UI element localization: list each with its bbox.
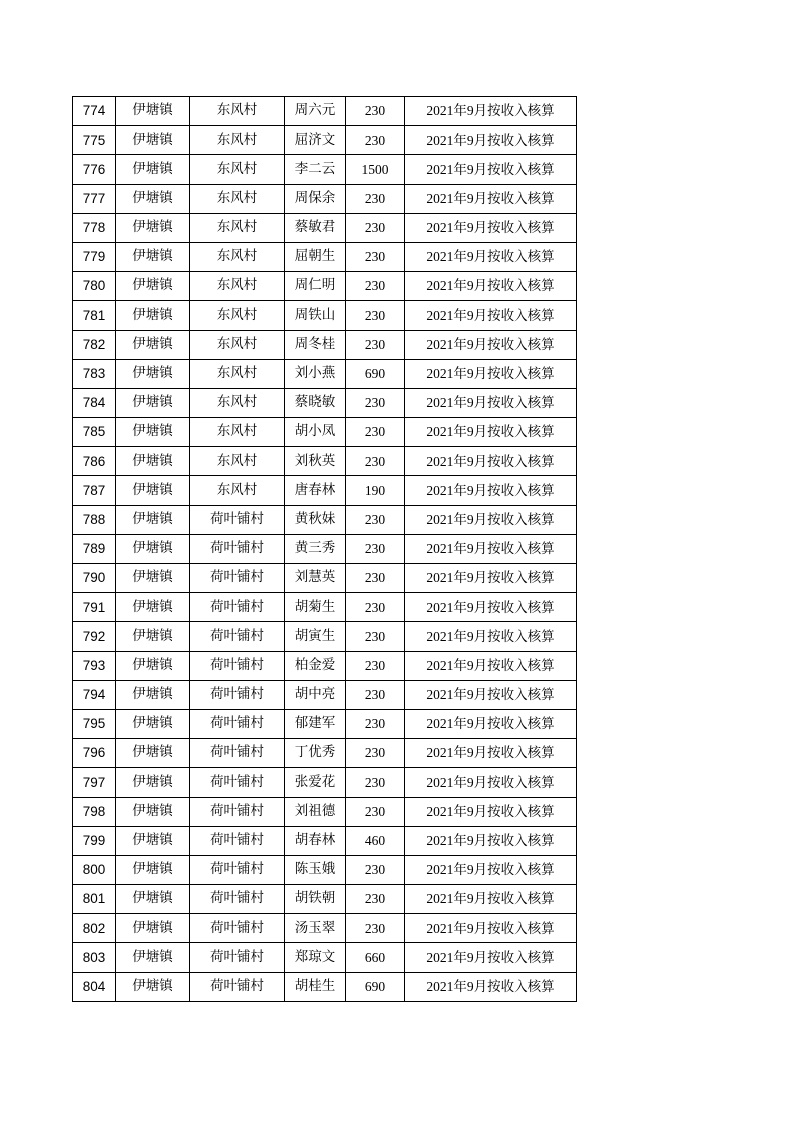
person-name-cell: 胡中亮 [285,680,346,709]
amount-cell: 660 [346,943,405,972]
person-name-cell: 刘祖德 [285,797,346,826]
note-cell: 2021年9月按收入核算 [405,709,577,738]
table-row [73,855,577,884]
note-cell: 2021年9月按收入核算 [405,126,577,155]
table-row [73,651,577,680]
village-cell: 荷叶铺村 [190,797,285,826]
table-row [73,768,577,797]
row-number-cell: 793 [73,651,116,680]
person-name-cell: 周六元 [285,97,346,126]
village-cell: 荷叶铺村 [190,855,285,884]
row-number-cell: 803 [73,943,116,972]
person-name-cell: 胡铁朝 [285,885,346,914]
note-cell: 2021年9月按收入核算 [405,272,577,301]
village-cell: 东风村 [190,272,285,301]
town-cell: 伊塘镇 [116,622,190,651]
row-number-cell: 788 [73,505,116,534]
row-number-cell: 780 [73,272,116,301]
village-cell: 荷叶铺村 [190,739,285,768]
village-cell: 东风村 [190,301,285,330]
amount-cell: 230 [346,126,405,155]
row-number-cell: 784 [73,388,116,417]
row-number-cell: 794 [73,680,116,709]
table-row [73,155,577,184]
village-cell: 荷叶铺村 [190,943,285,972]
person-name-cell: 刘慧英 [285,564,346,593]
table-row [73,301,577,330]
village-cell: 荷叶铺村 [190,680,285,709]
village-cell: 东风村 [190,359,285,388]
row-number-cell: 774 [73,97,116,126]
note-cell: 2021年9月按收入核算 [405,534,577,563]
person-name-cell: 陈玉娥 [285,855,346,884]
amount-cell: 230 [346,855,405,884]
village-cell: 东风村 [190,97,285,126]
row-number-cell: 792 [73,622,116,651]
amount-cell: 230 [346,447,405,476]
row-number-cell: 796 [73,739,116,768]
amount-cell: 690 [346,972,405,1001]
village-cell: 荷叶铺村 [190,505,285,534]
table-row [73,797,577,826]
person-name-cell: 屈朝生 [285,242,346,271]
row-number-cell: 804 [73,972,116,1001]
row-number-cell: 778 [73,213,116,242]
town-cell: 伊塘镇 [116,943,190,972]
table-row [73,447,577,476]
town-cell: 伊塘镇 [116,418,190,447]
row-number-cell: 777 [73,184,116,213]
table-row [73,476,577,505]
amount-cell: 230 [346,505,405,534]
row-number-cell: 787 [73,476,116,505]
town-cell: 伊塘镇 [116,242,190,271]
village-cell: 东风村 [190,447,285,476]
person-name-cell: 唐春林 [285,476,346,505]
table-row [73,213,577,242]
table-row [73,593,577,622]
table-row [73,534,577,563]
village-cell: 荷叶铺村 [190,914,285,943]
table-row [73,97,577,126]
amount-cell: 230 [346,534,405,563]
town-cell: 伊塘镇 [116,855,190,884]
town-cell: 伊塘镇 [116,301,190,330]
row-number-cell: 795 [73,709,116,738]
person-name-cell: 胡春林 [285,826,346,855]
amount-cell: 230 [346,97,405,126]
table-row [73,242,577,271]
town-cell: 伊塘镇 [116,126,190,155]
person-name-cell: 胡桂生 [285,972,346,1001]
table-row [73,680,577,709]
person-name-cell: 胡小凤 [285,418,346,447]
person-name-cell: 周冬桂 [285,330,346,359]
note-cell: 2021年9月按收入核算 [405,768,577,797]
village-cell: 东风村 [190,155,285,184]
records-table [72,96,577,1002]
person-name-cell: 张爱花 [285,768,346,797]
village-cell: 东风村 [190,418,285,447]
town-cell: 伊塘镇 [116,797,190,826]
town-cell: 伊塘镇 [116,388,190,417]
note-cell: 2021年9月按收入核算 [405,476,577,505]
table-row [73,943,577,972]
town-cell: 伊塘镇 [116,184,190,213]
table-row [73,885,577,914]
amount-cell: 230 [346,739,405,768]
amount-cell: 230 [346,272,405,301]
amount-cell: 1500 [346,155,405,184]
town-cell: 伊塘镇 [116,155,190,184]
village-cell: 东风村 [190,242,285,271]
amount-cell: 230 [346,388,405,417]
row-number-cell: 791 [73,593,116,622]
row-number-cell: 799 [73,826,116,855]
note-cell: 2021年9月按收入核算 [405,855,577,884]
note-cell: 2021年9月按收入核算 [405,505,577,534]
town-cell: 伊塘镇 [116,330,190,359]
village-cell: 荷叶铺村 [190,885,285,914]
row-number-cell: 775 [73,126,116,155]
records-table-body [73,97,577,1002]
person-name-cell: 李二云 [285,155,346,184]
amount-cell: 230 [346,301,405,330]
town-cell: 伊塘镇 [116,739,190,768]
person-name-cell: 汤玉翠 [285,914,346,943]
town-cell: 伊塘镇 [116,914,190,943]
person-name-cell: 周保余 [285,184,346,213]
person-name-cell: 蔡敏君 [285,213,346,242]
row-number-cell: 782 [73,330,116,359]
table-row [73,418,577,447]
note-cell: 2021年9月按收入核算 [405,184,577,213]
amount-cell: 690 [346,359,405,388]
note-cell: 2021年9月按收入核算 [405,593,577,622]
village-cell: 荷叶铺村 [190,972,285,1001]
table-row [73,972,577,1001]
table-row [73,505,577,534]
row-number-cell: 786 [73,447,116,476]
amount-cell: 230 [346,418,405,447]
amount-cell: 460 [346,826,405,855]
table-row [73,739,577,768]
person-name-cell: 郑琼文 [285,943,346,972]
person-name-cell: 黄三秀 [285,534,346,563]
town-cell: 伊塘镇 [116,709,190,738]
town-cell: 伊塘镇 [116,505,190,534]
row-number-cell: 781 [73,301,116,330]
amount-cell: 230 [346,330,405,359]
table-row [73,564,577,593]
note-cell: 2021年9月按收入核算 [405,155,577,184]
note-cell: 2021年9月按收入核算 [405,914,577,943]
table-row [73,388,577,417]
note-cell: 2021年9月按收入核算 [405,739,577,768]
note-cell: 2021年9月按收入核算 [405,418,577,447]
note-cell: 2021年9月按收入核算 [405,826,577,855]
note-cell: 2021年9月按收入核算 [405,388,577,417]
town-cell: 伊塘镇 [116,564,190,593]
town-cell: 伊塘镇 [116,476,190,505]
table-row [73,272,577,301]
note-cell: 2021年9月按收入核算 [405,797,577,826]
note-cell: 2021年9月按收入核算 [405,242,577,271]
amount-cell: 230 [346,680,405,709]
village-cell: 东风村 [190,388,285,417]
town-cell: 伊塘镇 [116,359,190,388]
person-name-cell: 胡菊生 [285,593,346,622]
village-cell: 荷叶铺村 [190,534,285,563]
amount-cell: 230 [346,797,405,826]
amount-cell: 230 [346,213,405,242]
table-row [73,622,577,651]
town-cell: 伊塘镇 [116,972,190,1001]
amount-cell: 230 [346,885,405,914]
village-cell: 荷叶铺村 [190,651,285,680]
town-cell: 伊塘镇 [116,447,190,476]
person-name-cell: 柏金爱 [285,651,346,680]
note-cell: 2021年9月按收入核算 [405,330,577,359]
town-cell: 伊塘镇 [116,534,190,563]
table-row [73,709,577,738]
amount-cell: 230 [346,709,405,738]
table-row [73,184,577,213]
note-cell: 2021年9月按收入核算 [405,651,577,680]
row-number-cell: 798 [73,797,116,826]
amount-cell: 230 [346,768,405,797]
person-name-cell: 周铁山 [285,301,346,330]
amount-cell: 230 [346,651,405,680]
row-number-cell: 800 [73,855,116,884]
town-cell: 伊塘镇 [116,651,190,680]
amount-cell: 230 [346,564,405,593]
table-row [73,330,577,359]
town-cell: 伊塘镇 [116,213,190,242]
village-cell: 东风村 [190,330,285,359]
amount-cell: 230 [346,622,405,651]
note-cell: 2021年9月按收入核算 [405,301,577,330]
row-number-cell: 785 [73,418,116,447]
amount-cell: 230 [346,593,405,622]
amount-cell: 190 [346,476,405,505]
person-name-cell: 刘小燕 [285,359,346,388]
village-cell: 荷叶铺村 [190,709,285,738]
table-row [73,359,577,388]
note-cell: 2021年9月按收入核算 [405,680,577,709]
note-cell: 2021年9月按收入核算 [405,885,577,914]
person-name-cell: 刘秋英 [285,447,346,476]
village-cell: 荷叶铺村 [190,593,285,622]
town-cell: 伊塘镇 [116,97,190,126]
village-cell: 荷叶铺村 [190,826,285,855]
person-name-cell: 丁优秀 [285,739,346,768]
person-name-cell: 郁建军 [285,709,346,738]
row-number-cell: 789 [73,534,116,563]
town-cell: 伊塘镇 [116,826,190,855]
village-cell: 荷叶铺村 [190,564,285,593]
row-number-cell: 779 [73,242,116,271]
row-number-cell: 802 [73,914,116,943]
table-row [73,914,577,943]
row-number-cell: 790 [73,564,116,593]
town-cell: 伊塘镇 [116,680,190,709]
row-number-cell: 801 [73,885,116,914]
row-number-cell: 776 [73,155,116,184]
town-cell: 伊塘镇 [116,593,190,622]
table-row [73,826,577,855]
note-cell: 2021年9月按收入核算 [405,972,577,1001]
note-cell: 2021年9月按收入核算 [405,622,577,651]
town-cell: 伊塘镇 [116,272,190,301]
village-cell: 东风村 [190,126,285,155]
note-cell: 2021年9月按收入核算 [405,213,577,242]
table-row [73,126,577,155]
village-cell: 荷叶铺村 [190,768,285,797]
village-cell: 荷叶铺村 [190,622,285,651]
note-cell: 2021年9月按收入核算 [405,564,577,593]
note-cell: 2021年9月按收入核算 [405,943,577,972]
note-cell: 2021年9月按收入核算 [405,97,577,126]
village-cell: 东风村 [190,184,285,213]
person-name-cell: 蔡晓敏 [285,388,346,417]
person-name-cell: 黄秋妹 [285,505,346,534]
note-cell: 2021年9月按收入核算 [405,447,577,476]
person-name-cell: 屈济文 [285,126,346,155]
village-cell: 东风村 [190,213,285,242]
row-number-cell: 797 [73,768,116,797]
amount-cell: 230 [346,242,405,271]
amount-cell: 230 [346,184,405,213]
note-cell: 2021年9月按收入核算 [405,359,577,388]
person-name-cell: 周仁明 [285,272,346,301]
town-cell: 伊塘镇 [116,885,190,914]
town-cell: 伊塘镇 [116,768,190,797]
row-number-cell: 783 [73,359,116,388]
village-cell: 东风村 [190,476,285,505]
amount-cell: 230 [346,914,405,943]
person-name-cell: 胡寅生 [285,622,346,651]
